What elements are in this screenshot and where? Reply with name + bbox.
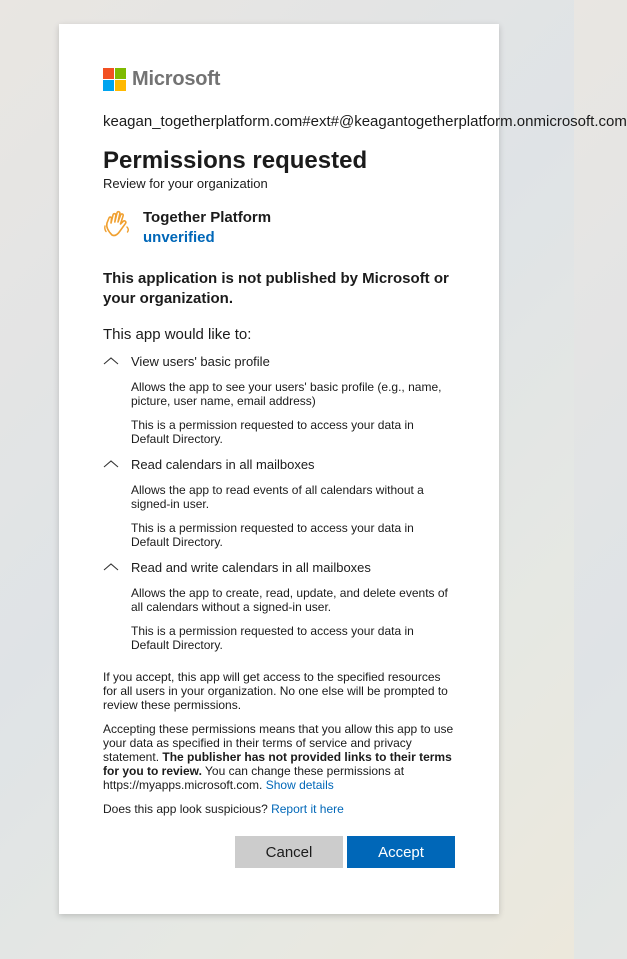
permission-title: View users' basic profile [131, 353, 270, 369]
permission-note: This is a permission requested to access your data in Default Directory. [131, 418, 414, 446]
permission-description: Allows the app to read events of all calendars without a signed-in user. [131, 483, 424, 511]
permission-item [103, 454, 455, 549]
account-identifier: keagan_togetherplatform.com#ext#@keagantogetherplatform.onmicrosoft.com [103, 113, 627, 130]
permission-toggle[interactable] [103, 557, 455, 577]
microsoft-wordmark: Microsoft [132, 67, 221, 90]
app-name: Together Platform [143, 209, 272, 226]
permission-note: This is a permission requested to access your data in Default Directory. [131, 521, 414, 549]
suspicious-question: Does this app look suspicious? [103, 802, 272, 816]
permissions-dialog [59, 24, 627, 914]
action-buttons [103, 836, 455, 868]
app-info [103, 209, 455, 249]
chevron-up-icon [103, 351, 131, 371]
cancel-button[interactable]: Cancel [235, 836, 343, 868]
microsoft-logo-icon [103, 68, 126, 91]
chevron-up-icon [103, 557, 131, 577]
waving-hand-icon [103, 209, 133, 243]
permission-item [103, 557, 455, 652]
terms-text: Accepting these permissions means that you allow this app to use your data as specified in their terms of service and privacy statement. [103, 722, 454, 764]
report-link[interactable]: Report it here [271, 802, 344, 816]
permission-description: Allows the app to create, read, update, and delete events of all calendars without a signed-in user. [131, 586, 448, 614]
page-subtitle: Review for your organization [103, 176, 268, 191]
permission-note: This is a permission requested to access your data in Default Directory. [131, 624, 414, 652]
permission-toggle[interactable] [103, 454, 455, 474]
permission-toggle[interactable] [103, 351, 455, 371]
permission-title: Read calendars in all mailboxes [131, 456, 315, 472]
terms-statement [103, 722, 455, 792]
page-title: Permissions requested [103, 147, 368, 174]
terms-warning: The publisher has not provided links to their terms for you to review. [103, 750, 452, 778]
microsoft-logo [103, 68, 455, 90]
publisher-warning: This application is not published by Microsoft or your organization. [103, 270, 449, 307]
permission-description: Allows the app to see your users' basic profile (e.g., name, picture, user name, email address) [131, 380, 442, 408]
accept-button[interactable]: Accept [347, 836, 455, 868]
chevron-up-icon [103, 454, 131, 474]
permission-item [103, 351, 455, 446]
suspicious-prompt [103, 802, 455, 816]
permissions-heading: This app would like to: [103, 326, 252, 343]
show-details-link[interactable]: Show details [265, 778, 334, 792]
terms-change-info: You can change these permissions at https://myapps.microsoft.com. [103, 764, 405, 792]
permission-title: Read and write calendars in all mailboxes [131, 559, 371, 575]
accept-info: If you accept, this app will get access to the specified resources for all users in your organization. No one else will be prompted to review these permissions. [103, 670, 448, 712]
publisher-status-link[interactable]: unverified [143, 229, 215, 246]
